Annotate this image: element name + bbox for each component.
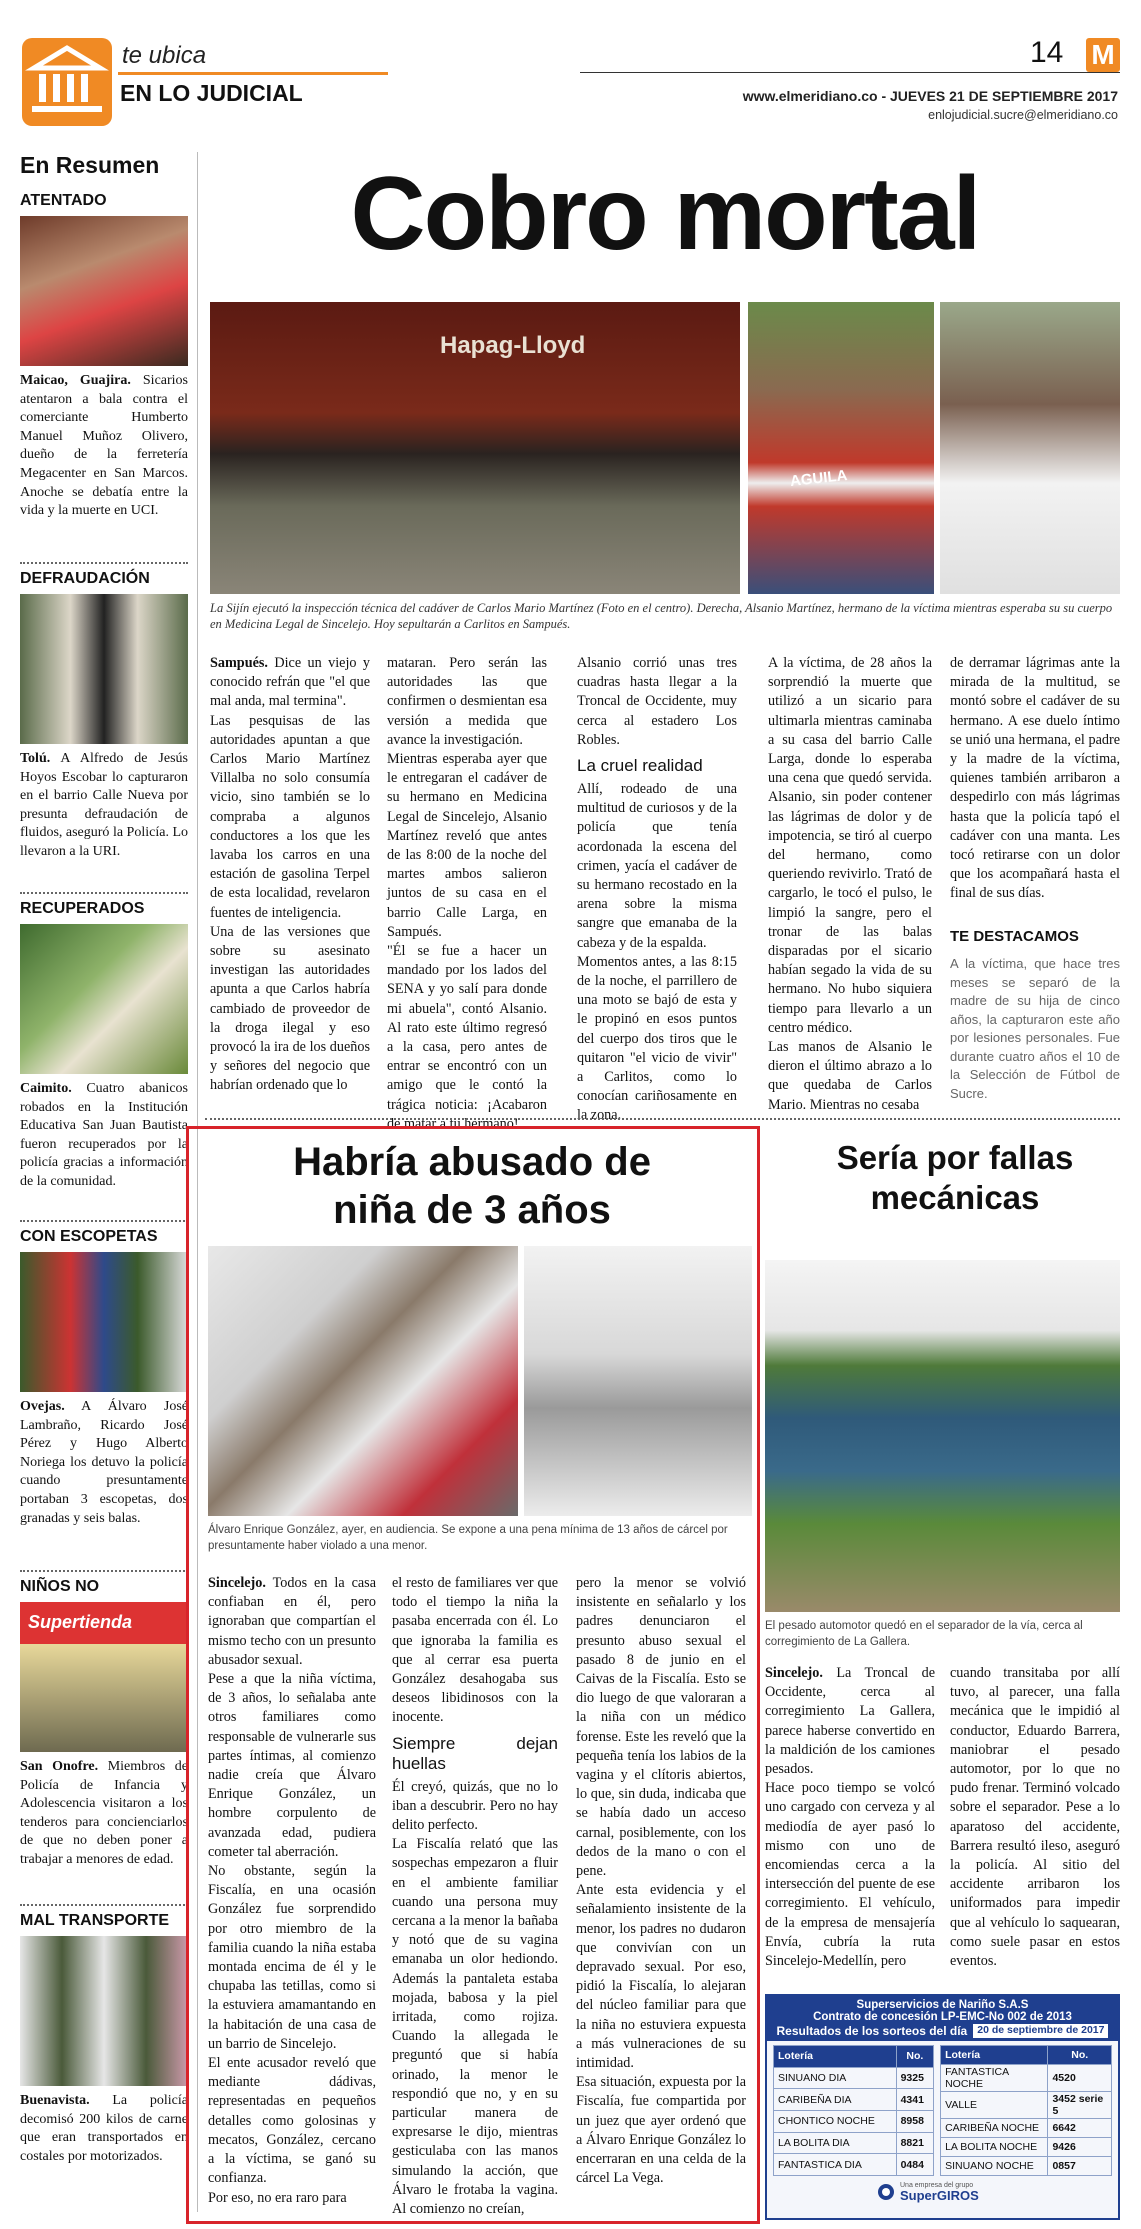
sidebar-item-lead: Buenavista. (20, 2093, 90, 2108)
sidebar-item (20, 562, 188, 862)
sidebar-photo (20, 216, 188, 366)
page-number: 14 (1030, 36, 1064, 69)
paragraph: No obstante, según la Fiscalía, en una ocasión González fue sorprendido por otro miembro de la familia cuando la niña estaba montada encima de él y le chupaba las tetillas, como si la estuviera amamantando en la habitación de una casa de un barrio de Sincelejo. (208, 1863, 376, 2052)
highlight-title: TE DESTACAMOS (950, 928, 1079, 945)
main-col-4 (768, 654, 932, 1115)
sidebar-item-lead: Caimito. (20, 1081, 72, 1096)
courthouse-icon (22, 38, 112, 126)
table-row: FANTASTICA NOCHE 4520 (941, 2065, 1112, 2092)
sidebar-item (20, 1904, 188, 2166)
lottery-company: Superservicios de Nariño S.A.S (856, 1999, 1029, 2011)
sidebar-title: En Resumen (20, 152, 160, 178)
section-logo (22, 38, 112, 126)
story-abuse-col-2 (392, 1574, 558, 2219)
table-row: LA BOLITA DIA 8821 (774, 2132, 934, 2154)
sidebar-item-head: NIÑOS NO (20, 1578, 100, 1595)
main-col-1 (210, 654, 370, 1096)
sidebar-photo (20, 594, 188, 744)
paragraph: el resto de familiares ver que todo el tiempo la niña la pasaba encerrada con él. Lo que ignoraba la familia es que al cerrar esa puerta González desahogaba sus deseos libidinosos con la inocente. (392, 1575, 558, 1726)
jersey-text: AGUILA (789, 467, 849, 490)
sidebar-item-text: A Álvaro José Lambraño, Ricardo José Pérez y Hugo Alberto Noriega los detuvo la policía cuando presuntamente portaban 3 escopetas, dos granadas y seis balas. (20, 1399, 188, 1526)
story-truck-caption: El pesado automotor quedó en el separador de la vía, cerca al corregimiento de La Gallera. (765, 1620, 1083, 1648)
main-col-5 (950, 654, 1120, 904)
story-truck-headline: Sería por fallas mecánicas (836, 1139, 1074, 1216)
divider (20, 1220, 188, 1222)
dateline-lead: Sampués. (210, 655, 268, 671)
table-row: VALLE 3452 serie 5 (941, 2092, 1112, 2119)
sidebar-item-text: Sicarios atentaron a bala contra el comerciante Humberto Manuel Muñoz Olivero, dueño de la ferretería Megacenter en San Marcos. Anoche se debatía entre la vida y la muerte en UCI. (20, 373, 188, 519)
paragraph: El ente acusador reveló que mediante dádivas, representadas en pequeños detalles como golosinas y mecatos, González, cercano a la víctima, se ganó su confianza. (208, 2055, 376, 2187)
lottery-table-left (773, 2045, 934, 2176)
sidebar-item-text: Miembros de Policía de Infancia y Adolescencia visitaron a los tenderos para concienciarlos de que no deben poner a trabajar a menores de edad. (20, 1759, 188, 1867)
sidebar-item-lead: San Onofre. (20, 1759, 99, 1774)
table-row: CARIBEÑA NOCHE 6642 (941, 2119, 1112, 2138)
sidebar-item-head: CON ESCOPETAS (20, 1228, 158, 1245)
section-title: EN LO JUDICIAL (120, 80, 303, 106)
story-abuse-caption: Álvaro Enrique González, ayer, en audiencia. Se expone a una pena mínima de 13 años de cárcel por presuntamente haber violado a una menor. (208, 1524, 728, 1552)
child-photo (524, 1246, 752, 1516)
courtroom-photo (208, 1246, 518, 1516)
sidebar-item-text: La policía decomisó 200 kilos de carne que eran transportados en costales por motorizados. (20, 2093, 188, 2164)
sidebar-item-head: MAL TRANSPORTE (20, 1912, 170, 1929)
victim-photo (748, 302, 934, 594)
lottery-box (765, 1994, 1120, 2220)
paragraph: cuando transitaba por allí tuvo, al parecer, una falla mecánica que le impidió al conductor, Eduardo Barrera, maniobrar el pesado automotor, por lo que no pudo frenar. Terminó volcado sobre el separador. Pese a lo aparatoso del accidente, Barrera resultó ileso, aseguró la policía. Al sitio del accidente arribaron los uniformados para impedir que al vehículo lo saquearan, como suele pasar en estos eventos. (950, 1665, 1120, 1970)
sidebar-photo (20, 1602, 188, 1752)
paragraph: Allí, rodeado de una multitud de curiosos y de la policía que tenía acordonada la escena del crimen, yacía el cadáver de su hermano recostado en la arena sobre la misma sangre que emanaba de la cabeza y de la espalda. (577, 781, 737, 951)
table-row: CHONTICO NOCHE 8958 (774, 2110, 934, 2132)
subheading: La cruel realidad (577, 756, 703, 776)
store-sign-text: Supertienda (28, 1612, 133, 1632)
sidebar-photo (20, 924, 188, 1074)
lottery-table-right (940, 2045, 1112, 2176)
sidebar-item-head: ATENTADO (20, 192, 107, 209)
dateline-lead: Sincelejo. (765, 1665, 823, 1681)
sidebar-item (20, 1570, 188, 1870)
table-row: SINUANO DIA 9325 (774, 2067, 934, 2089)
lottery-results-label: Resultados de los sorteos del día (776, 2024, 968, 2038)
paragraph: Sincelejo. Todos en la casa confiaban en él, pero ignoraban que compartían el mismo techo con un presunto abusador sexual. (208, 1575, 376, 1668)
subheading: Siempre dejan huellas (392, 1733, 558, 1773)
paragraph: Por eso, no era raro para (208, 2189, 347, 2206)
table-header: Lotería No. (774, 2046, 934, 2068)
dateline-lead: Sincelejo. (208, 1575, 266, 1591)
highlight-text: A la víctima, que hace tres meses se separó de la madre de su hija de cinco años, la capturaron este año por lesiones personales. Fue durante cuatro años el 10 de la Selección de Fútbol de Sucre. (950, 956, 1120, 1101)
lottery-brand (767, 2182, 1118, 2202)
story-abuse-col-3 (576, 1574, 746, 2189)
sidebar-photo (20, 1936, 188, 2086)
paragraph: Una de las versiones que sobre su asesinato investigan las autoridades apunta a que Carlos habría cambiado de proveedor de la droga ilegal y eso provocó la ira de los dueños y señores del negocio que habrían ordenado que lo (210, 923, 370, 1094)
section-rule (118, 72, 388, 75)
supergiros-logo-icon (877, 2183, 895, 2201)
story-truck-col-2 (950, 1664, 1120, 1971)
sidebar-item-lead: Maicao, Guajira. (20, 373, 131, 388)
newspaper-logo: M (1086, 38, 1120, 72)
lottery-date: 20 de septiembre de 2017 (973, 2024, 1108, 2038)
main-headline: Cobro mortal (350, 156, 980, 272)
highlight-box (950, 928, 1120, 1103)
lottery-header (767, 1996, 1118, 2041)
table-row: LA BOLITA NOCHE 9426 (941, 2138, 1112, 2157)
overturned-truck-photo (765, 1260, 1120, 1612)
paragraph: Pese a que la niña víctima, de 3 años, lo señalaba ante otros familiares como responsable de vulnerarle sus partes íntimas, al comienzo nadie creía que Álvaro Enrique González, un hombre corpulento de avanzada edad, pudiera cometer tal aberración. (208, 1671, 376, 1860)
paragraph: Esa situación, expuesta por la Fiscalía, fue compartida por un juez que ayer ordenó que a Álvaro Enrique González lo encerraran en una celda de la cárcel La Vega. (576, 2074, 746, 2187)
paragraph: Las manos de Alsanio le dieron el último abrazo a lo que quedaba de Carlos Mario. Mientras no cesaba (768, 1039, 932, 1113)
paragraph: A la víctima, de 28 años la sorprendió la muerte que utilizó a un sicario para ultimarla mientras caminaba a su casa del barrio Calle Larga, donde lo esperaba una cena que quedó servida. Alsanio, sin poder contener las lágrimas de dolor y de impotencia, se tiró al cuerpo del hermano, como queriendo revivirlo. Trató de cargarlo, le tocó el pulso, le limpió la sangre, pero el tronar de las balas disparadas por el sicario habían segado la vida de su hermano. No hubo siquiera tiempo para llevarlo a un centro médico. (768, 655, 932, 1036)
table-row: SINUANO NOCHE 0857 (941, 2157, 1112, 2176)
sidebar-item (20, 892, 188, 1192)
paragraph: Alsanio corrió unas tres cuadras hasta llegar a la Troncal de Occidente, muy cerca al estadero Los Robles. (577, 655, 737, 748)
paragraph: Sincelejo. La Troncal de Occidente, cerca al corregimiento La Gallera, parece haberse convertido en la maldición de los camiones pesados. (765, 1665, 935, 1778)
paragraph: Momentos antes, a las 8:15 de la noche, el parrillero de una moto se bajó de esta y le propinó en esos puntos del cuerpo dos tiros que le quitaron "el vicio de vivir" a Carlitos, como lo conocían cariñosamente en la zona. (577, 953, 737, 1124)
header-rule (580, 72, 1120, 73)
sidebar-item-head: RECUPERADOS (20, 900, 145, 917)
sidebar-item-text: Cuatro abanicos robados en la Institución Educativa San Juan Bautista fueron recuperados por la policía gracias a información de la comunidad. (20, 1081, 188, 1189)
sidebar (20, 152, 188, 2217)
divider (20, 1904, 188, 1906)
table-header: Lotería No. (941, 2046, 1112, 2065)
sidebar-item-lead: Ovejas. (20, 1399, 65, 1414)
table-row: FANTASTICA DIA 0484 (774, 2154, 934, 2176)
sidebar-item-text: A Alfredo de Jesús Hoyos Escobar lo capturaron en el barrio Calle Nueva por presunta defraudación de fluidos, aseguró la Policía. Lo llevaron a la URI. (20, 751, 188, 859)
paragraph: Mientras esperaba ayer que le entregaran el cadáver de su hermano en Medicina Legal de Sincelejo, Alsanio Martínez reveló que antes de las 8:00 de la noche del martes ambos salieron juntos de su casa en el barrio Calle Larga, en Sampués. (387, 751, 547, 940)
lottery-brand-small: Una empresa del grupo (900, 2182, 974, 2189)
section-email: enlojudicial.sucre@elmeridiano.co (928, 108, 1118, 122)
divider (20, 892, 188, 894)
paragraph: Ante esta evidencia y el señalamiento insistente de la menor, los padres no dudaron que convivían con un depravado sexual. Por eso, pidió la Fiscalía, lo alejaran del núcleo familiar para que la niña no estuviera expuesta a más vulneraciones de su intimidad. (576, 1882, 746, 2072)
main-col-3 (577, 654, 737, 1126)
table-row: CARIBEÑA DIA 4341 (774, 2089, 934, 2111)
section-divider (205, 1118, 1120, 1120)
crime-scene-photo (210, 302, 740, 594)
section-kicker: te ubica (122, 42, 207, 69)
sidebar-photo (20, 1252, 188, 1392)
story-truck-col-1 (765, 1664, 935, 1971)
lottery-contract: Contrato de concesión LP-EMC-No 002 de 2013 (813, 2011, 1072, 2023)
story-abuse-headline: Habría abusado de niña de 3 años (293, 1140, 651, 1232)
sidebar-item (20, 1220, 188, 1528)
paragraph: "Él se fue a hacer un mandado por los lados del SENA y yo salí para donde mi abuela", contó Alsanio. Al rato este último regresó a la casa, pero antes de entrar se encontró con un amigo que le contó la trágica noticia: ¡Acabaron de matar a tu hermano! (387, 943, 547, 1132)
paragraph: La Fiscalía relató que las sospechas empezaron a fluir en el ambiente familiar cuando una persona muy cercana a la menor la bañaba y notó que de su vagina emanaba un olor hediondo. Además la pantaleta estaba mojada, babosa y la piel irritada, como rojiza. Cuando la allegada le preguntó que si había orinado, la menor le respondió que no, y en su particular manera de expresarse le dijo, mientras gesticulaba con las manos simulando la acción, que Álvaro le frotaba la vagina. Al comienzo no creían, (392, 1836, 558, 2218)
paragraph: Sampués. Dice un viejo y conocido refrán que "el que mal anda, mal termina". (210, 655, 370, 710)
divider (20, 562, 188, 564)
dateline: www.elmeridiano.co - JUEVES 21 DE SEPTIEMBRE 2017 (742, 88, 1118, 104)
main-col-2 (387, 654, 547, 1134)
sidebar-item-lead: Tolú. (20, 751, 51, 766)
paragraph: Las pesquisas de las autoridades apuntan a que Carlos Mario Martínez Villalba no solo consumía vicio, sino también se lo compraba a algunos conductores a los que les lavaba los carros en una estación de gasolina Terpel de esta localidad, revelaron fuentes de inteligencia. (210, 712, 370, 921)
sidebar-item-head: DEFRAUDACIÓN (20, 570, 150, 587)
paragraph: Hace poco tiempo se volcó uno cargado con cerveza y al mediodía de ayer pasó lo mismo con uno de encomiendas cerca a la intersección del puente de ese corregimiento. El vehículo, de la empresa de mensajería Envía, cubría la ruta Sincelejo-Medellín, pero (765, 1780, 935, 1970)
paragraph: pero la menor se volvió insistente en señalarlo y los padres denunciaron el presunto abuso sexual el pasado 8 de junio en el Caivas de la Fiscalía. Esto se dio luego de que valoraran a la niña con un médico forense. Este les reveló que la pequeña tenía los labios de la vagina y el clítoris abiertos, lo que, sin duda, indicaba que se había dado un acceso carnal, posiblemente, con los dedos de la mano o con el pene. (576, 1575, 746, 1880)
main-photo-caption: La Sijín ejecutó la inspección técnica del cadáver de Carlos Mario Martínez (Foto en el centro). Derecha, Alsanio Martínez, hermano de la víctima mientras esperaba su su cuerpo en Medicina Legal de Sincelejo. Hoy sepultarán a Carlitos en Sampués. (210, 601, 1113, 631)
story-abuse-col-1 (208, 1574, 376, 2208)
sidebar-item (20, 192, 188, 521)
container-sign: Hapag-Lloyd (440, 332, 586, 359)
divider (20, 1570, 188, 1572)
paragraph: de derramar lágrimas ante la mirada de la multitud, se montó sobre el cadáver de su hermano. A ese duelo íntimo se unió una hermana, el padre y la madre de la víctima, quienes también arribaron a despedirlo con más lágrimas hasta que la policía tapó el cadáver con una manta. Les tocó retirarse con un dolor que los acompañará hasta el final de sus días. (950, 655, 1120, 902)
brother-photo (940, 302, 1120, 594)
lottery-brand-name: SuperGIROS (900, 2188, 979, 2203)
paragraph: mataran. Pero serán las autoridades las que confirmen o desmientan esa versión a medida que avance la investigación. (387, 655, 547, 748)
paragraph: Él creyó, quizás, que no lo iban a descubrir. Pero no hay delito perfecto. (392, 1778, 558, 1834)
